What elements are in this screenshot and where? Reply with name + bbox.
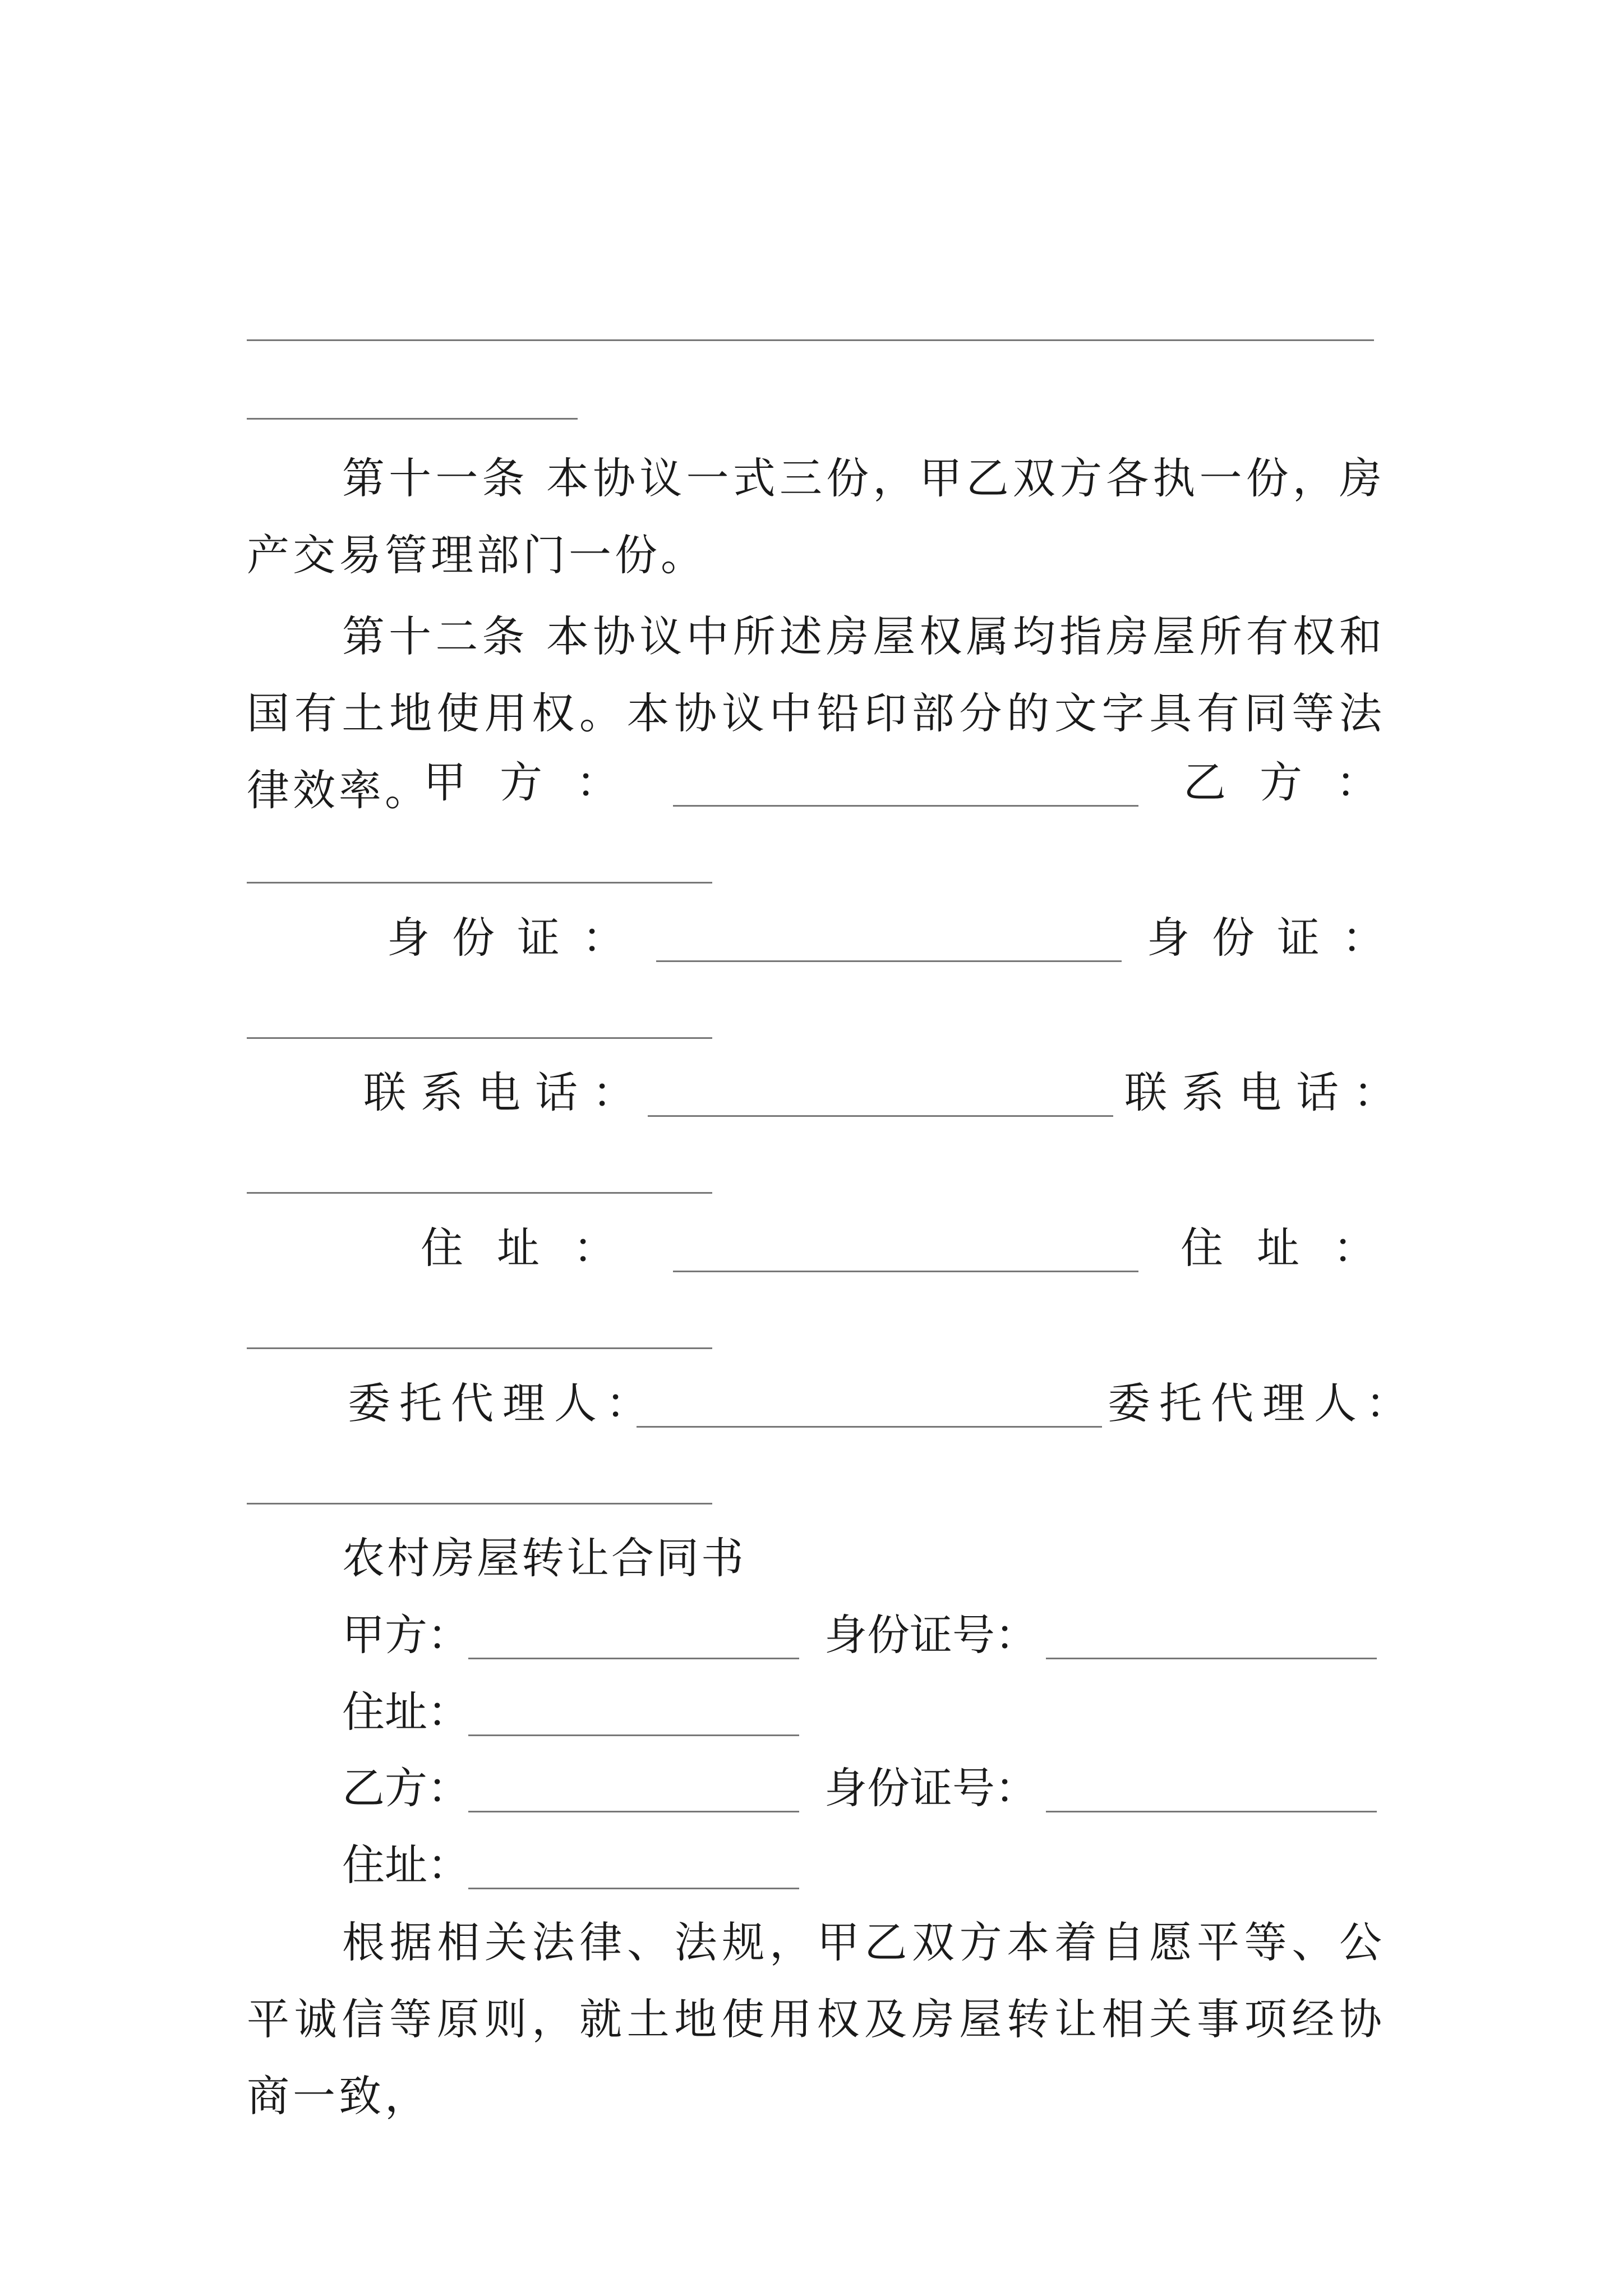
party-a-id-blank xyxy=(656,960,1122,962)
contract-party-b-id-blank xyxy=(1046,1811,1377,1812)
party-b-blank xyxy=(247,882,712,884)
party-b-address-blank xyxy=(247,1347,712,1349)
party-b-address-label: 住址： xyxy=(1181,1223,1409,1273)
party-a-agent-label: 委托代理人： xyxy=(348,1378,657,1428)
contract-party-a-label: 甲方： xyxy=(342,1610,470,1660)
contract-party-b-address-label: 住址： xyxy=(342,1840,470,1890)
party-b-agent-blank xyxy=(247,1503,712,1504)
contract-party-a-address-blank xyxy=(468,1734,799,1736)
contract-party-b-label: 乙方： xyxy=(342,1763,470,1813)
party-a-phone-blank xyxy=(648,1115,1113,1117)
party-a-label: 甲方： xyxy=(423,757,652,807)
contract-party-b-address-blank xyxy=(468,1888,799,1889)
blank-line xyxy=(247,418,578,420)
contract-party-a-blank xyxy=(468,1658,799,1659)
article-11: 第十一条 本协议一式三份，甲乙双方各执一份，房产交易管理部门一份。 xyxy=(247,453,1385,580)
contract-party-a-id-blank xyxy=(1046,1658,1377,1659)
party-a-blank xyxy=(673,805,1138,807)
article-12: 第十二条 本协议中所述房屋权属均指房屋所有权和国有土地使用权。本协议中铅印部分的文字具有同等法律效率。 xyxy=(247,611,1385,815)
party-a-phone-label: 联系电话： xyxy=(363,1068,649,1117)
contract-party-a-id-label: 身份证号： xyxy=(824,1610,1038,1660)
party-b-label: 乙方： xyxy=(1183,757,1412,807)
contract-party-b-blank xyxy=(468,1811,799,1812)
party-a-id-label: 身份证： xyxy=(387,913,647,963)
party-a-address-blank xyxy=(673,1271,1138,1272)
contract-preamble: 根据相关法律、法规，甲乙双方本着自愿平等、公平诚信等原则，就土地使用权及房屋转让相关事项经协商一致， xyxy=(247,1917,1385,2121)
party-b-id-blank xyxy=(247,1037,712,1039)
contract-party-a-address-label: 住址： xyxy=(342,1687,470,1737)
party-b-phone-blank xyxy=(247,1192,712,1194)
party-a-address-label: 住址： xyxy=(421,1223,649,1273)
party-b-phone-label: 联系电话： xyxy=(1124,1068,1410,1117)
contract-title: 农村房屋转让合同书 xyxy=(342,1533,746,1583)
blank-line xyxy=(247,339,1374,341)
contract-party-b-id-label: 身份证号： xyxy=(824,1763,1038,1813)
party-b-agent-label: 委托代理人： xyxy=(1108,1378,1417,1428)
party-b-id-label: 身份证： xyxy=(1147,913,1407,963)
party-a-agent-blank xyxy=(637,1426,1102,1428)
